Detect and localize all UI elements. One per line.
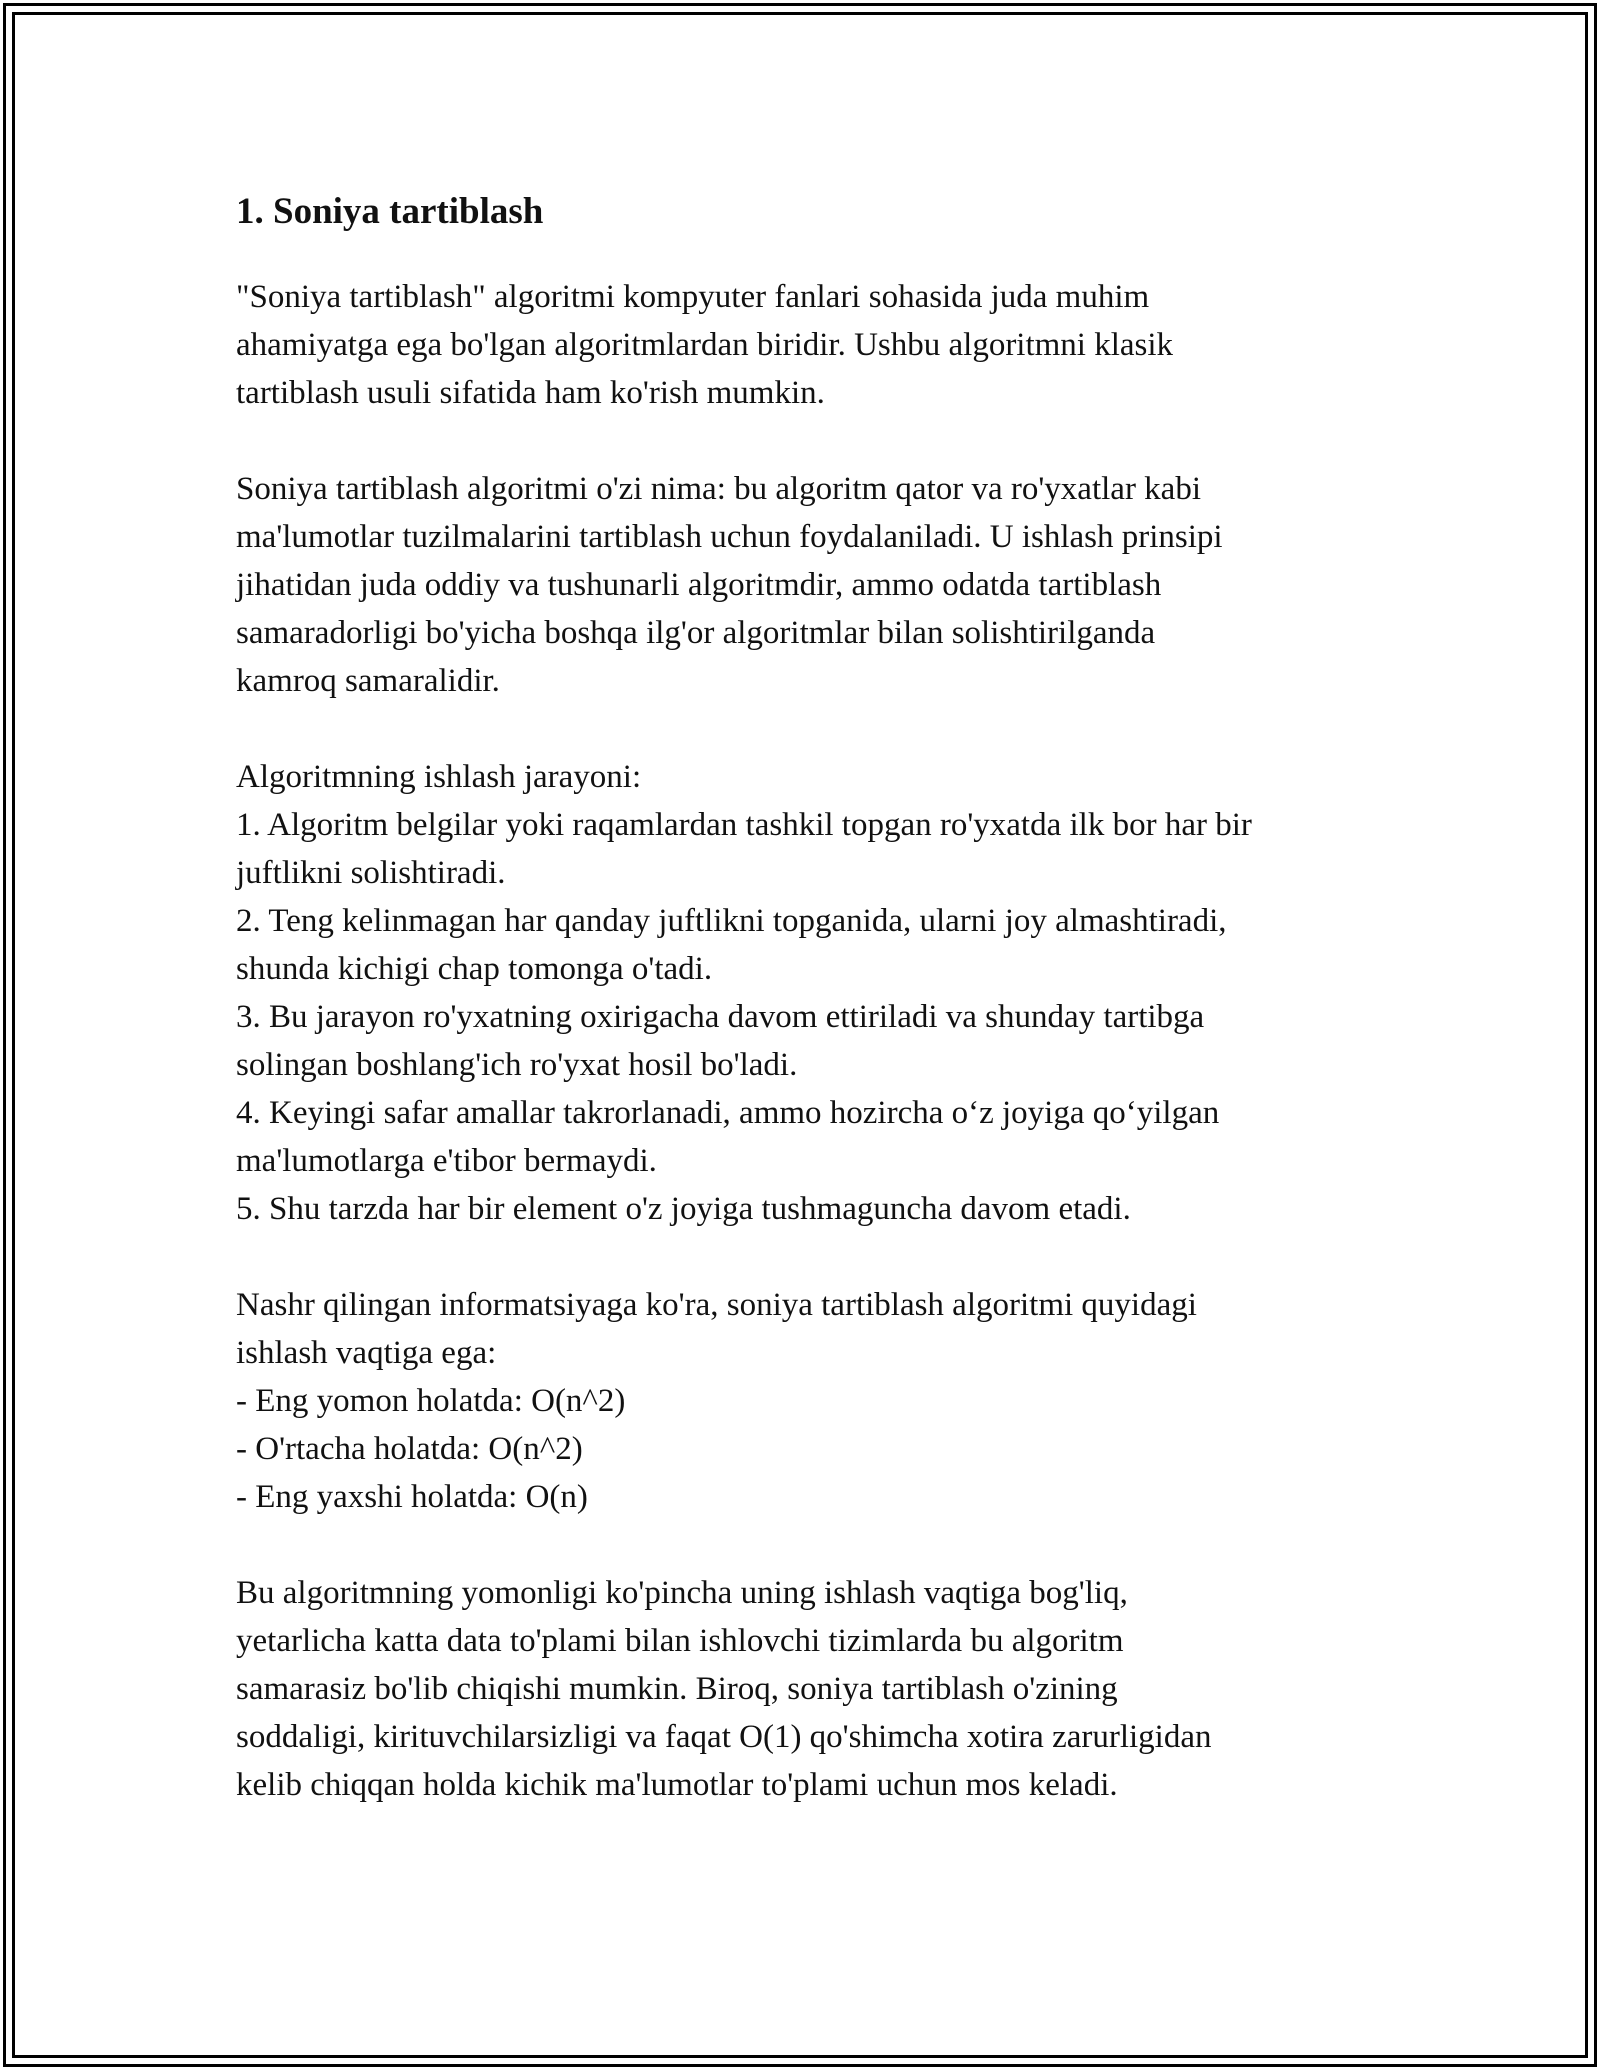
paragraph-complexity	[236, 1281, 1396, 1521]
text-line: - Eng yomon holatda: O(n^2)	[236, 1383, 626, 1419]
text-line: - Eng yaxshi holatda: O(n)	[236, 1479, 588, 1515]
text-line: kamroq samaralidir.	[236, 663, 500, 699]
text-line: - O'rtacha holatda: O(n^2)	[236, 1431, 583, 1467]
text-line: 4. Keyingi safar amallar takrorlanadi, ammo hozircha o‘z joyiga qo‘yilgan	[236, 1095, 1220, 1131]
text-line: tartiblash usuli sifatida ham ko'rish mumkin.	[236, 375, 825, 411]
section-heading: 1. Soniya tartiblash	[236, 191, 544, 232]
paragraph-process-steps	[236, 753, 1396, 1233]
paragraph-intro	[236, 273, 1396, 417]
text-line: ma'lumotlarga e'tibor bermaydi.	[236, 1143, 657, 1179]
text-line: kelib chiqqan holda kichik ma'lumotlar to'plami uchun mos keladi.	[236, 1767, 1118, 1803]
text-line: 2. Teng kelinmagan har qanday juftlikni topganida, ularni joy almashtiradi,	[236, 903, 1227, 939]
text-line: solingan boshlang'ich ro'yxat hosil bo'ladi.	[236, 1047, 798, 1083]
text-line: 1. Algoritm belgilar yoki raqamlardan tashkil topgan ro'yxatda ilk bor har bir	[236, 807, 1252, 843]
text-line: 3. Bu jarayon ro'yxatning oxirigacha davom ettiriladi va shunday tartibga	[236, 999, 1205, 1035]
text-line: Soniya tartiblash algoritmi o'zi nima: bu algoritm qator va ro'yxatlar kabi	[236, 471, 1201, 507]
text-line: samaradorligi bo'yicha boshqa ilg'or algoritmlar bilan solishtirilganda	[236, 615, 1156, 651]
text-line: jihatidan juda oddiy va tushunarli algoritmdir, ammo odatda tartiblash	[236, 567, 1162, 603]
text-line: ahamiyatga ega bo'lgan algoritmlardan biridir. Ushbu algoritmni klasik	[236, 327, 1174, 363]
paragraph-definition	[236, 465, 1396, 705]
paragraph-conclusion	[236, 1569, 1396, 1809]
text-line: 5. Shu tarzda har bir element o'z joyiga tushmaguncha davom etadi.	[236, 1191, 1131, 1227]
text-line: juftlikni solishtiradi.	[236, 855, 506, 891]
text-line: yetarlicha katta data to'plami bilan ishlovchi tizimlarda bu algoritm	[236, 1623, 1124, 1659]
text-line: ishlash vaqtiga ega:	[236, 1335, 497, 1371]
text-line: "Soniya tartiblash" algoritmi kompyuter fanlari sohasida juda muhim	[236, 279, 1150, 315]
text-line: ma'lumotlar tuzilmalarini tartiblash uchun foydalaniladi. U ishlash prinsipi	[236, 519, 1223, 555]
text-line: soddaligi, kirituvchilarsizligi va faqat O(1) qo'shimcha xotira zarurligidan	[236, 1719, 1212, 1755]
text-line: samarasiz bo'lib chiqishi mumkin. Biroq, soniya tartiblash o'zining	[236, 1671, 1118, 1707]
text-line: Algoritmning ishlash jarayoni:	[236, 759, 642, 795]
text-line: Nashr qilingan informatsiyaga ko'ra, soniya tartiblash algoritmi quyidagi	[236, 1287, 1197, 1323]
text-line: shunda kichigi chap tomonga o'tadi.	[236, 951, 713, 987]
document-body	[236, 184, 1396, 1857]
text-line: Bu algoritmning yomonligi ko'pincha uning ishlash vaqtiga bog'liq,	[236, 1575, 1128, 1611]
